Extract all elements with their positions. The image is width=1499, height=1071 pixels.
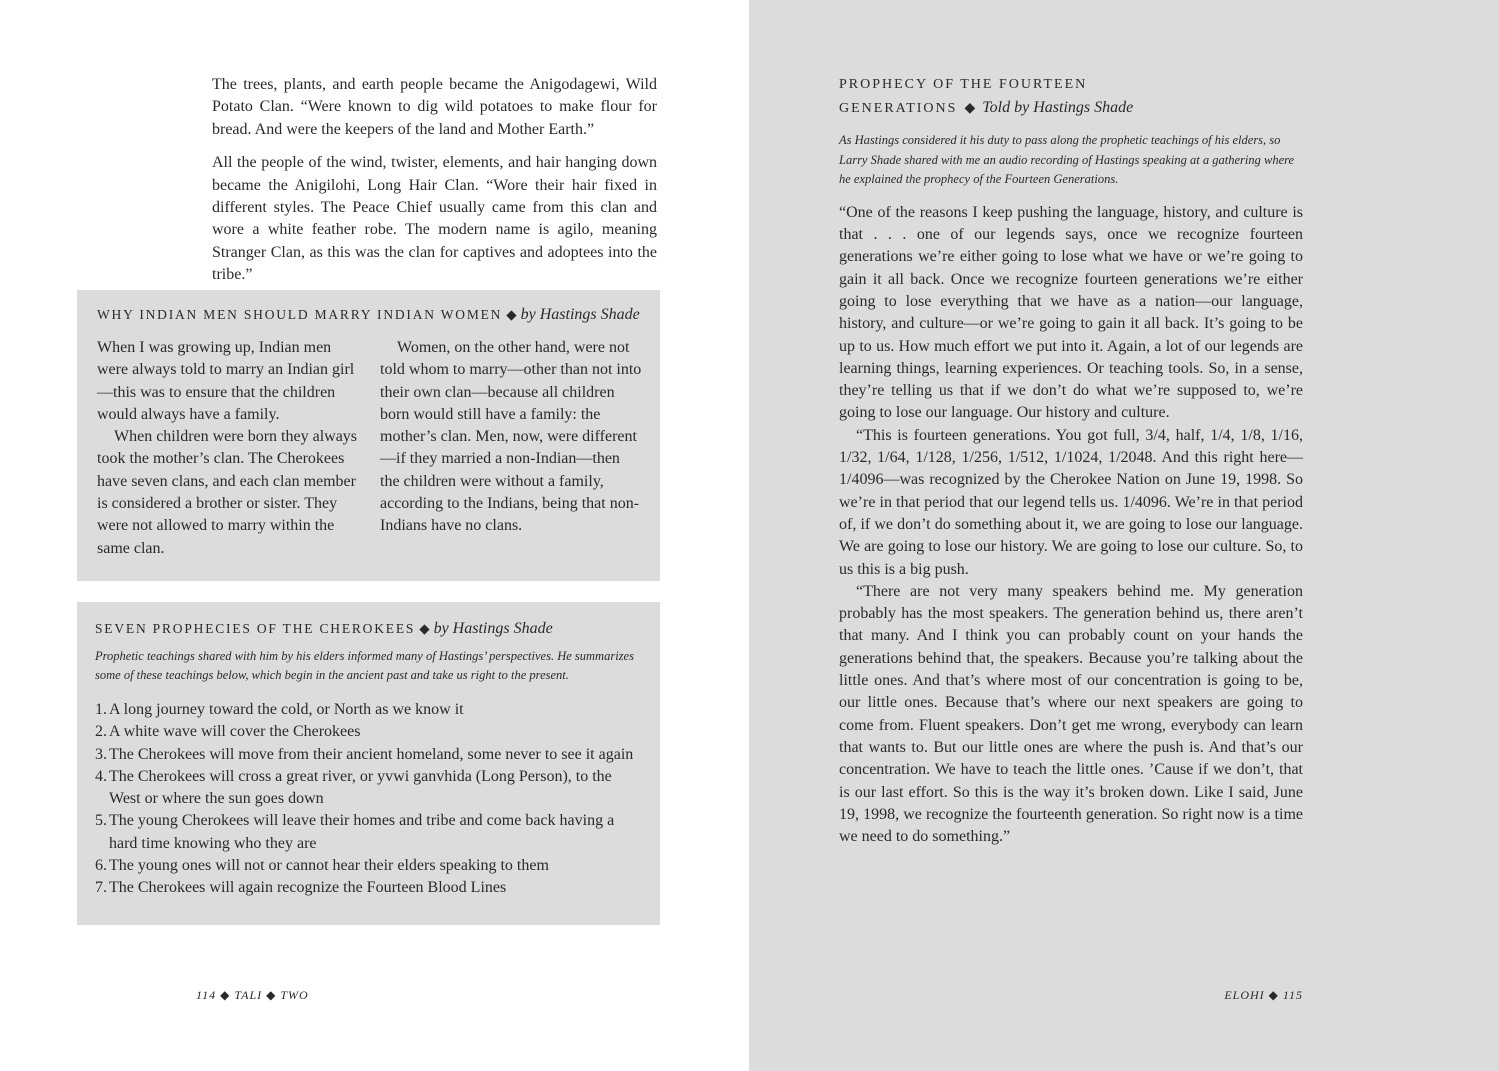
list-item <box>95 855 644 877</box>
list-text: The Cherokees will cross a great river, or yvwi ganvhida (Long Person), to the West or where the sun goes down <box>109 767 612 808</box>
sidebar-box-prophecies <box>77 602 660 925</box>
list-text: The young ones will not or cannot hear their elders speaking to them <box>109 857 549 875</box>
paragraph: When I was growing up, Indian men were always told to marry an Indian girl—this was to ensure that the children would always have a family. <box>97 339 355 423</box>
list-number: 2. <box>95 723 107 741</box>
column-right <box>380 337 642 560</box>
box-title: SEVEN PROPHECIES OF THE CHEROKEES <box>95 621 416 636</box>
title-line: PROPHECY OF THE FOURTEEN <box>839 77 1088 92</box>
paragraph: “There are not very many speakers behind me. My generation probably has the most speakers. The generation behind us, there aren’t that many. And I think you can probably count on your hands the generations behind that, the speakers. Because you’re talking about the little ones. And that’s where most of our concentration is going to be, our little ones. Because that’s where our next speakers are going to come from. Fluent speakers. Don’t get me wrong, everybody can learn that wants to. But our little ones are where the push is. And that’s our concentration. We have to teach the little ones. ’Cause if we don’t, that is our last effort. So this is the way it’s broken down. Like I said, June 19, 1998, we recognize the fourteenth generation. So right now is a time we need to do something.” <box>839 582 1303 846</box>
list-item <box>95 766 644 811</box>
right-page <box>749 0 1499 1071</box>
prophecy-list <box>95 699 644 900</box>
list-text: A white wave will cover the Cherokees <box>109 723 361 741</box>
list-number: 4. <box>95 767 107 785</box>
paragraph: When children were born they always took the mother’s clan. The Cherokees have seven clans, and each clan member is considered a brother or sister. They were not allowed to marry within the same clan. <box>97 428 358 557</box>
list-item <box>95 699 644 721</box>
box-heading <box>97 305 644 325</box>
box-title: WHY INDIAN MEN SHOULD MARRY INDIAN WOMEN <box>97 307 503 322</box>
list-text: The Cherokees will again recognize the Fourteen Blood Lines <box>109 879 507 897</box>
list-number: 6. <box>95 857 107 875</box>
right-column <box>839 74 1303 848</box>
box-lede: Prophetic teachings shared with him by his elders informed many of Hastings’ perspectives. He summarizes some of these teachings below, which begin in the ancient past and take us right to the present. <box>95 649 634 682</box>
intro-text <box>212 74 657 298</box>
title-line: GENERATIONS <box>839 100 958 116</box>
paragraph: “This is fourteen generations. You got full, 3/4, half, 1/4, 1/8, 1/16, 1/32, 1/64, 1/128, 1/256, 1/512, 1/1024, 1/2048. And this right here—1/4096—was recognized by the Cherokee Nation on June 19, 1998. So we’re in that period that our legend tells us. 1/4096. We’re in that period of, if we don’t do something about it, we are going to lose our language. We are going to lose our history. We are going to lose our culture. So, to us this is a big push. <box>839 426 1303 578</box>
page-folio-right: ELOHI ◆ 115 <box>1224 988 1303 1002</box>
paragraph: Women, on the other hand, were not told whom to marry—other than not into their own clan—because all children born would still have a family: the mother’s clan. Men, now, were different—if they married a non-Indian—then the children were without a family, according to the Indians, being that non-Indians have no clans. <box>380 339 642 535</box>
box-byline: by Hastings Shade <box>520 306 640 323</box>
list-text: The Cherokees will move from their ancient homeland, some never to see it again <box>109 745 634 763</box>
list-number: 1. <box>95 701 107 718</box>
intro-paragraph: The trees, plants, and earth people became the Anigodagewi, Wild Potato Clan. “Were known to dig wild potatoes to make flour for bread. And were the keepers of the land and Mother Earth.” <box>212 76 657 138</box>
list-item <box>95 810 644 855</box>
list-number: 3. <box>95 745 107 763</box>
box-heading <box>95 619 644 639</box>
list-number: 5. <box>95 812 107 830</box>
list-item <box>95 744 644 766</box>
box-columns <box>97 337 644 560</box>
left-page <box>0 0 749 1071</box>
list-text: The young Cherokees will leave their homes and tribe and come back having a hard time knowing who they are <box>109 812 615 852</box>
paragraph: “One of the reasons I keep pushing the language, history, and culture is that . . . one of our legends says, once we recognize fourteen generations we’re either going to lose what we have or we’re going to gain it all back. Once we recognize fourteen generations we’re either going to lose everything that we have as a nation—our language, history, and culture—or we’re going to gain it all back. It’s going to be up to us. How much effort we put into it. Again, a lot of our legends are learning things, learning experiences. Or teaching tools. So, in a sense, they’re telling us that if we don’t do what we’re supposed to, we’re going to lose our language. Our history and culture. <box>839 203 1303 422</box>
column-left <box>97 337 359 560</box>
sidebar-box-marry <box>77 290 660 581</box>
diamond-separator-icon: ◆ <box>964 100 976 116</box>
section-lede: As Hastings considered it his duty to pass along the prophetic teachings of his elders, so Larry Shade shared with me an audio recording of Hastings speaking at a gathering where he explained the prophecy of the Fourteen Generations. <box>839 133 1295 187</box>
intro-paragraph: All the people of the wind, twister, elements, and hair hanging down became the Anigilohi, Long Hair Clan. “Wore their hair fixed in different styles. The Peace Chief usually came from this clan and wore a white feather robe. The modern name is agilo, meaning Stranger Clan, as this was the clan for captives and adoptees into the tribe.” <box>212 154 657 284</box>
diamond-separator-icon: ◆ <box>419 621 430 636</box>
list-number: 7. <box>95 879 107 897</box>
list-item <box>95 721 644 743</box>
list-text: A long journey toward the cold, or North as we know it <box>109 701 464 718</box>
diamond-separator-icon: ◆ <box>506 307 517 322</box>
section-byline: Told by Hastings Shade <box>982 98 1134 116</box>
box-byline: by Hastings Shade <box>433 620 553 637</box>
section-body <box>839 202 1303 849</box>
section-title <box>839 74 1303 120</box>
list-item <box>95 877 644 899</box>
page-folio-left: 114 ◆ TALI ◆ TWO <box>196 988 309 1002</box>
